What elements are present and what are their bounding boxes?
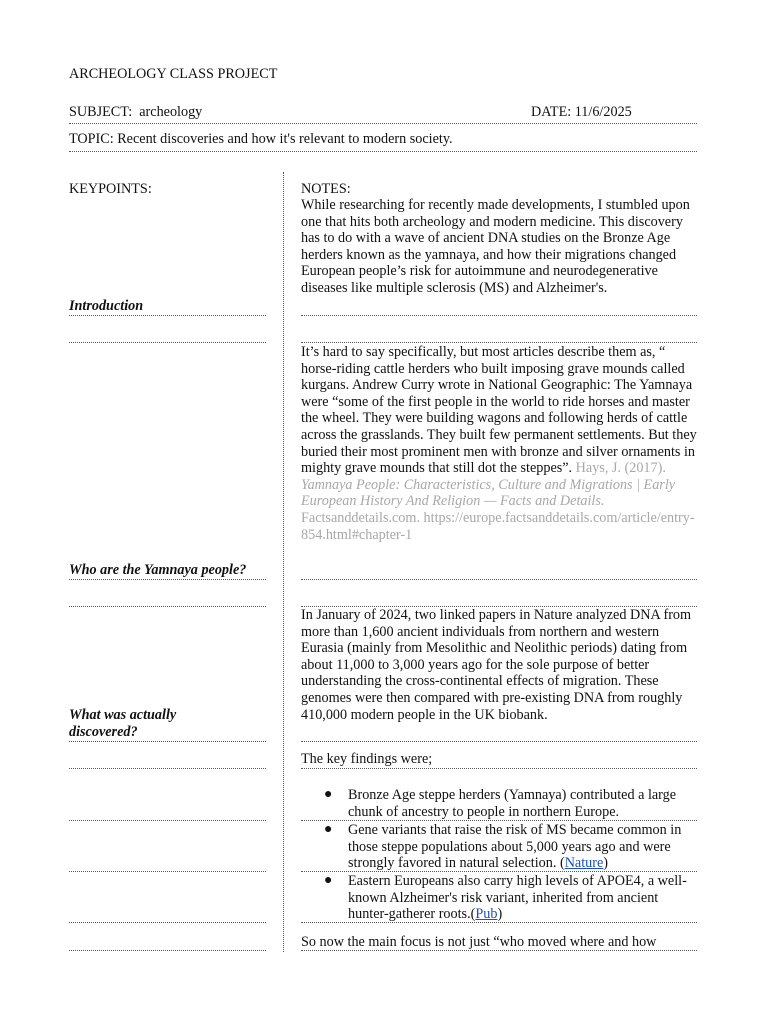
note-rule-8 — [301, 871, 697, 872]
notes-label: NOTES: — [301, 181, 351, 197]
kp-rule-5 — [69, 741, 266, 742]
finding-text-1: Bronze Age steppe herders (Yamnaya) contributed a large chunk of ancestry to people in northern Europe. — [348, 787, 677, 820]
kp-rule-10 — [69, 950, 266, 951]
finding-text-2 — [348, 822, 700, 872]
note-rule-3 — [301, 579, 697, 580]
note-rule-5 — [301, 741, 697, 742]
subject-field: SUBJECT: archeology — [69, 104, 203, 120]
keypoint-discovered-line1: What was actually — [69, 707, 177, 723]
bullet-icon: ● — [324, 787, 333, 802]
finding-text-2-body: Gene variants that raise the risk of MS became common in those steppe populations about 5,000 years ago and were strongly favored in natural selection. ( — [348, 822, 682, 872]
intro-note: While researching for recently made developments, I stumbled upon one that hits both archeology and modern medicine. This discovery has to do with a wave of ancient DNA studies on the Bronze Age herders known as the yamnaya, and how their migrations changed European people’s risk for autoimmune and neurodegenerative diseases like multiple sclerosis (MS) and Alzheimer's. — [301, 197, 690, 296]
note-rule-9 — [301, 922, 697, 923]
note-rule-2 — [301, 342, 697, 343]
finding-text-2-tail: ) — [603, 855, 609, 872]
keypoints-label: KEYPOINTS: — [69, 181, 152, 197]
kp-rule-4 — [69, 606, 266, 607]
topic-rule — [69, 151, 697, 152]
topic-field: TOPIC: Recent discoveries and how it's relevant to modern society. — [69, 131, 453, 147]
date-field: DATE: 11/6/2025 — [531, 104, 632, 120]
nature-link[interactable]: Nature — [564, 855, 604, 872]
keypoint-yamnaya: Who are the Yamnaya people? — [69, 562, 247, 578]
kp-rule-1 — [69, 315, 266, 316]
bullet-icon: ● — [324, 822, 333, 837]
citation-site: Factsanddetails.com. — [301, 509, 420, 526]
yamnaya-note — [301, 344, 699, 543]
conclusion-note: So now the main focus is not just “who moved where and how — [301, 934, 657, 950]
finding-text-3 — [348, 873, 700, 923]
yamnaya-text: It’s hard to say specifically, but most articles describe them as, “ horse-riding cattle herders who built imposing grave mounds called kurgans. Andrew Curry wrote in National Geographic: The Yamnaya were “some of the first people in the world to ride horses and master the wheel. They were building wagons and following herds of cattle across the grasslands. They built few permanent settlements. But they buried their most prominent men with bronze and silver ornaments in mighty grave mounds that still dot the steppes”. — [301, 344, 697, 477]
keypoint-discovered-line2: discovered? — [69, 723, 138, 740]
kp-rule-2 — [69, 342, 266, 343]
kp-rule-9 — [69, 922, 266, 923]
kp-rule-6 — [69, 768, 266, 769]
kp-rule-8 — [69, 871, 266, 872]
column-divider — [283, 172, 284, 952]
citation-url[interactable]: https://europe.factsanddetails.com/article/entry-854.html#chapter-1 — [301, 509, 695, 543]
keypoint-discovered — [69, 707, 269, 740]
bullet-icon: ● — [324, 873, 333, 888]
discovery-note: In January of 2024, two linked papers in Nature analyzed DNA from more than 1,600 ancient individuals from northern and western Eurasia (mainly from Mesolithic and Neolithic periods) dating from about 11,000 to 3,000 years ago for the sole purpose of better understanding the cross-continental effects of migration. These genomes were then compared with pre-existing DNA from roughly 410,000 modern people in the UK biobank. — [301, 607, 692, 723]
subject-rule — [69, 123, 697, 124]
kp-rule-3 — [69, 579, 266, 580]
note-rule-7 — [301, 820, 697, 821]
note-rule-10 — [301, 950, 697, 951]
kp-rule-7 — [69, 820, 266, 821]
finding-text-3-body: Eastern Europeans also carry high levels of APOE4, a well-known Alzheimer's risk variant, inherited from ancient hunter-gatherer roots.( — [348, 873, 687, 923]
note-rule-1 — [301, 315, 697, 316]
note-rule-6 — [301, 768, 697, 769]
citation-author: Hays, J. (2017). — [572, 460, 666, 477]
document-title: ARCHEOLOGY CLASS PROJECT — [69, 66, 278, 82]
pub-link[interactable]: Pub — [475, 906, 498, 923]
keypoint-introduction: Introduction — [69, 298, 144, 314]
findings-intro: The key findings were; — [301, 751, 433, 767]
citation-title: Yamnaya People: Characteristics, Culture and Migrations | Early European History And Religion — Facts and Details. — [301, 476, 676, 510]
finding-text-3-tail: ) — [497, 906, 503, 923]
